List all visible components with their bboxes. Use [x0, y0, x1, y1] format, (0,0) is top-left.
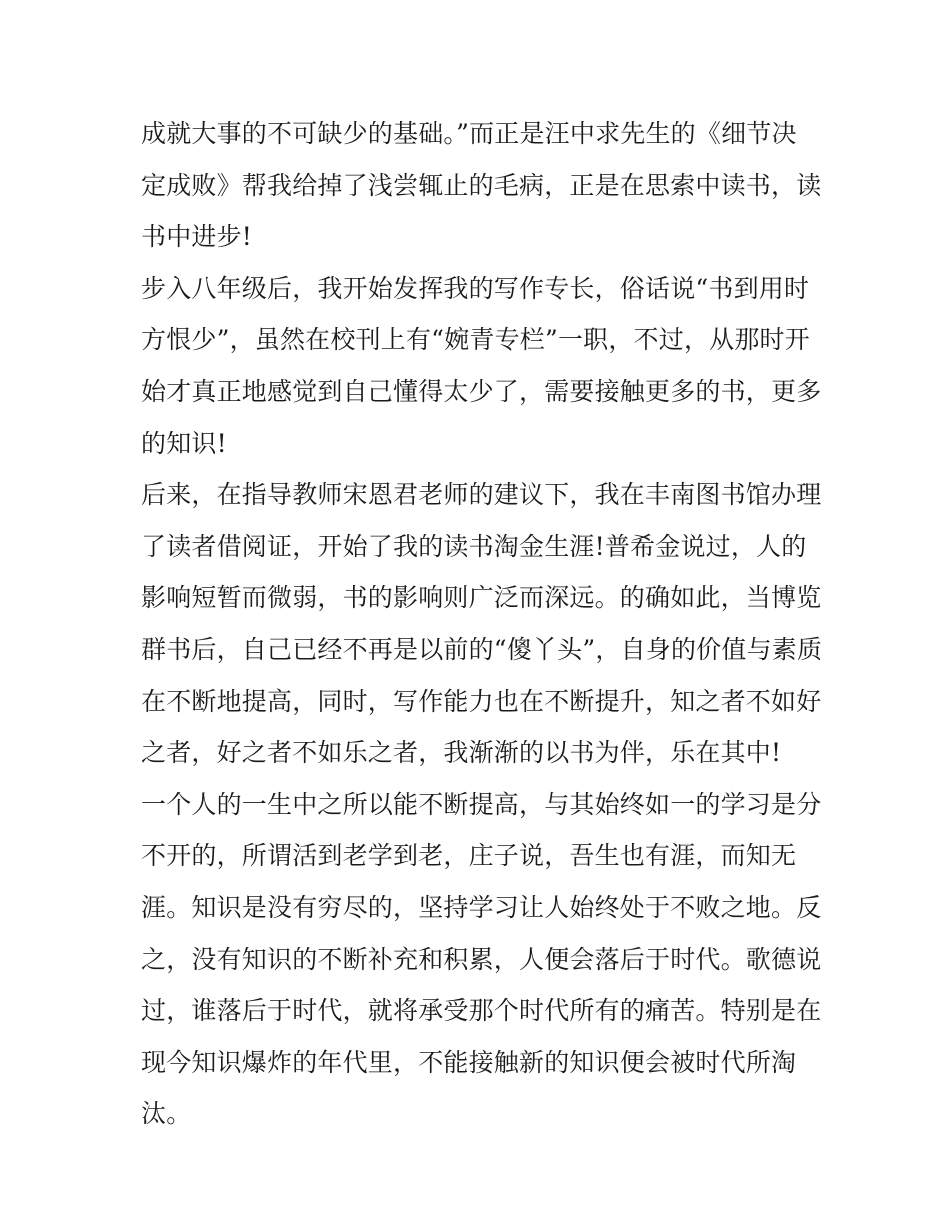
- document-body: [141, 108, 821, 1140]
- text-line: 的知识!: [141, 428, 227, 458]
- text-line: 后来，在指导教师宋恩君老师的建议下，我在丰南图书馆办理: [141, 480, 822, 510]
- text-line: 始才真正地感觉到自己懂得太少了，需要接触更多的书，更多: [141, 376, 822, 406]
- text-line: 不开的，所谓活到老学到老，庄子说，吾生也有涯，而知无: [141, 841, 797, 871]
- text-line: 步入八年级后，我开始发挥我的写作专长，俗话说“书到用时: [141, 273, 810, 303]
- text-line: 之者，好之者不如乐之者，我渐渐的以书为伴，乐在其中!: [141, 738, 782, 768]
- text-line: 现今知识爆炸的年代里，不能接触新的知识便会被时代所淘: [141, 1047, 797, 1077]
- text-line: 涯。知识是没有穷尽的，坚持学习让人始终处于不败之地。反: [141, 892, 822, 922]
- text-line: 了读者借阅证，开始了我的读书淘金生涯!普希金说过，人的: [141, 531, 807, 561]
- text-line: 方恨少”，虽然在校刊上有“婉青专栏”一职，不过，从那时开: [141, 325, 810, 355]
- text-line: 群书后，自己已经不再是以前的“傻丫头”，自身的价值与素质: [141, 634, 823, 664]
- text-line: 之，没有知识的不断补充和积累，人便会落后于时代。歌德说: [141, 944, 822, 974]
- text-line: 汰。: [141, 1099, 192, 1129]
- text-line: 过，谁落后于时代，就将承受那个时代所有的痛苦。特别是在: [141, 996, 822, 1026]
- text-line: 定成败》帮我给掉了浅尝辄止的毛病，正是在思索中读书，读: [141, 170, 822, 200]
- text-line: 成就大事的不可缺少的基础。”而正是汪中求先生的《细节决: [141, 119, 797, 148]
- text-line: 书中进步!: [141, 222, 253, 252]
- text-line: 影响短暂而微弱，书的影响则广泛而深远。的确如此，当博览: [141, 583, 822, 613]
- text-line: 在不断地提高，同时，写作能力也在不断提升，知之者不如好: [141, 686, 822, 716]
- text-line: 一个人的一生中之所以能不断提高，与其始终如一的学习是分: [141, 789, 822, 819]
